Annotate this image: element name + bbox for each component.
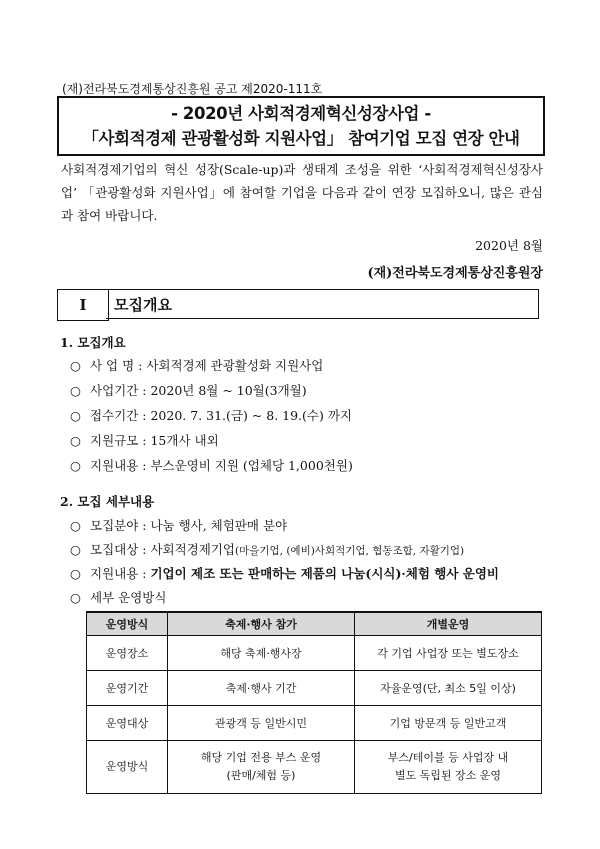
part2-heading: 2. 모집 세부내용 (60, 494, 155, 509)
table-cell: 기업 방문객 등 일반고객 (355, 706, 542, 741)
list-item: ○ 모집대상 : 사회적경제기업(마을기업, (예비)사회적기업, 협동조합, 자활기업) (70, 542, 465, 557)
bullet-icon: ○ (70, 566, 81, 581)
bullet-icon: ○ (70, 542, 81, 557)
bullet-icon: ○ (70, 590, 81, 605)
list-item: ○ 지원규모 : 15개사 내외 (70, 433, 219, 448)
section-title: 모집개요 (106, 289, 539, 319)
operation-table (86, 611, 542, 794)
title-line-2: 「사회적경제 관광활성화 지원사업」 참여기업 모집 연장 안내 (82, 129, 520, 148)
table-header: 개별운영 (355, 612, 542, 636)
bullet-icon: ○ (70, 458, 81, 473)
table-cell: 자율운영(단, 최소 5일 이상) (355, 671, 542, 706)
table-row (87, 636, 542, 671)
list-item: ○ 지원내용 : 부스운영비 지원 (업체당 1,000천원) (70, 458, 353, 473)
table-cell: 운영방식 (87, 741, 168, 794)
list-item: ○ 사업기간 : 2020년 8월 ~ 10월(3개월) (70, 383, 307, 398)
list-item: ○ 사 업 명 : 사회적경제 관광활성화 지원사업 (70, 358, 324, 373)
table-cell: 운영장소 (87, 636, 168, 671)
bullet-icon: ○ (70, 358, 81, 373)
table-row (87, 671, 542, 706)
table-cell: 해당 축제·행사장 (168, 636, 355, 671)
bullet-icon: ○ (70, 408, 81, 423)
list-item: ○ 접수기간 : 2020. 7. 31.(금) ~ 8. 19.(수) 까지 (70, 408, 352, 423)
notice-number: (재)전라북도경제통상진흥원 공고 제2020-111호 (62, 82, 323, 96)
bullet-icon: ○ (70, 383, 81, 398)
table-row (87, 706, 542, 741)
section-number: Ⅰ (57, 289, 109, 321)
table-cell: 각 기업 사업장 또는 별도장소 (355, 636, 542, 671)
table-cell: 부스/테이블 등 사업장 내 별도 독립된 장소 운영 (355, 741, 542, 794)
table-header-row (87, 612, 542, 636)
table-header: 운영방식 (87, 612, 168, 636)
table-cell: 운영기간 (87, 671, 168, 706)
list-item: ○ 세부 운영방식 (70, 590, 167, 605)
intro-paragraph: 사회적경제기업의 혁신 성장(Scale-up)과 생태계 조성을 위한 ‘사회적경제혁신성장사업’ 「관광활성화 지원사업」에 참여할 기업을 다음과 같이 연장 모집하오니, 많은 관심과 참여 바랍니다. (61, 162, 543, 223)
list-item: ○ 모집분야 : 나눔 행사, 체험판매 분야 (70, 518, 288, 533)
part1-heading: 1. 모집개요 (60, 335, 126, 350)
table-cell: 운영대상 (87, 706, 168, 741)
bullet-icon: ○ (70, 518, 81, 533)
table-cell: 관광객 등 일반시민 (168, 706, 355, 741)
announcement-date: 2020년 8월 (475, 238, 543, 253)
title-box (57, 96, 545, 156)
bullet-icon: ○ (70, 433, 81, 448)
issuing-organization: (재)전라북도경제통상진흥원장 (367, 266, 543, 281)
table-row (87, 741, 542, 794)
list-item: ○ 지원내용 : 기업이 제조 또는 판매하는 제품의 나눔(시식)·체험 행사 운영비 (70, 566, 499, 581)
table-cell: 축제·행사 기간 (168, 671, 355, 706)
title-line-1: - 2020년 사회적경제혁신성장사업 - (171, 104, 431, 123)
table-header: 축제·행사 참가 (168, 612, 355, 636)
table-cell: 해당 기업 전용 부스 운영 (판매/체험 등) (168, 741, 355, 794)
